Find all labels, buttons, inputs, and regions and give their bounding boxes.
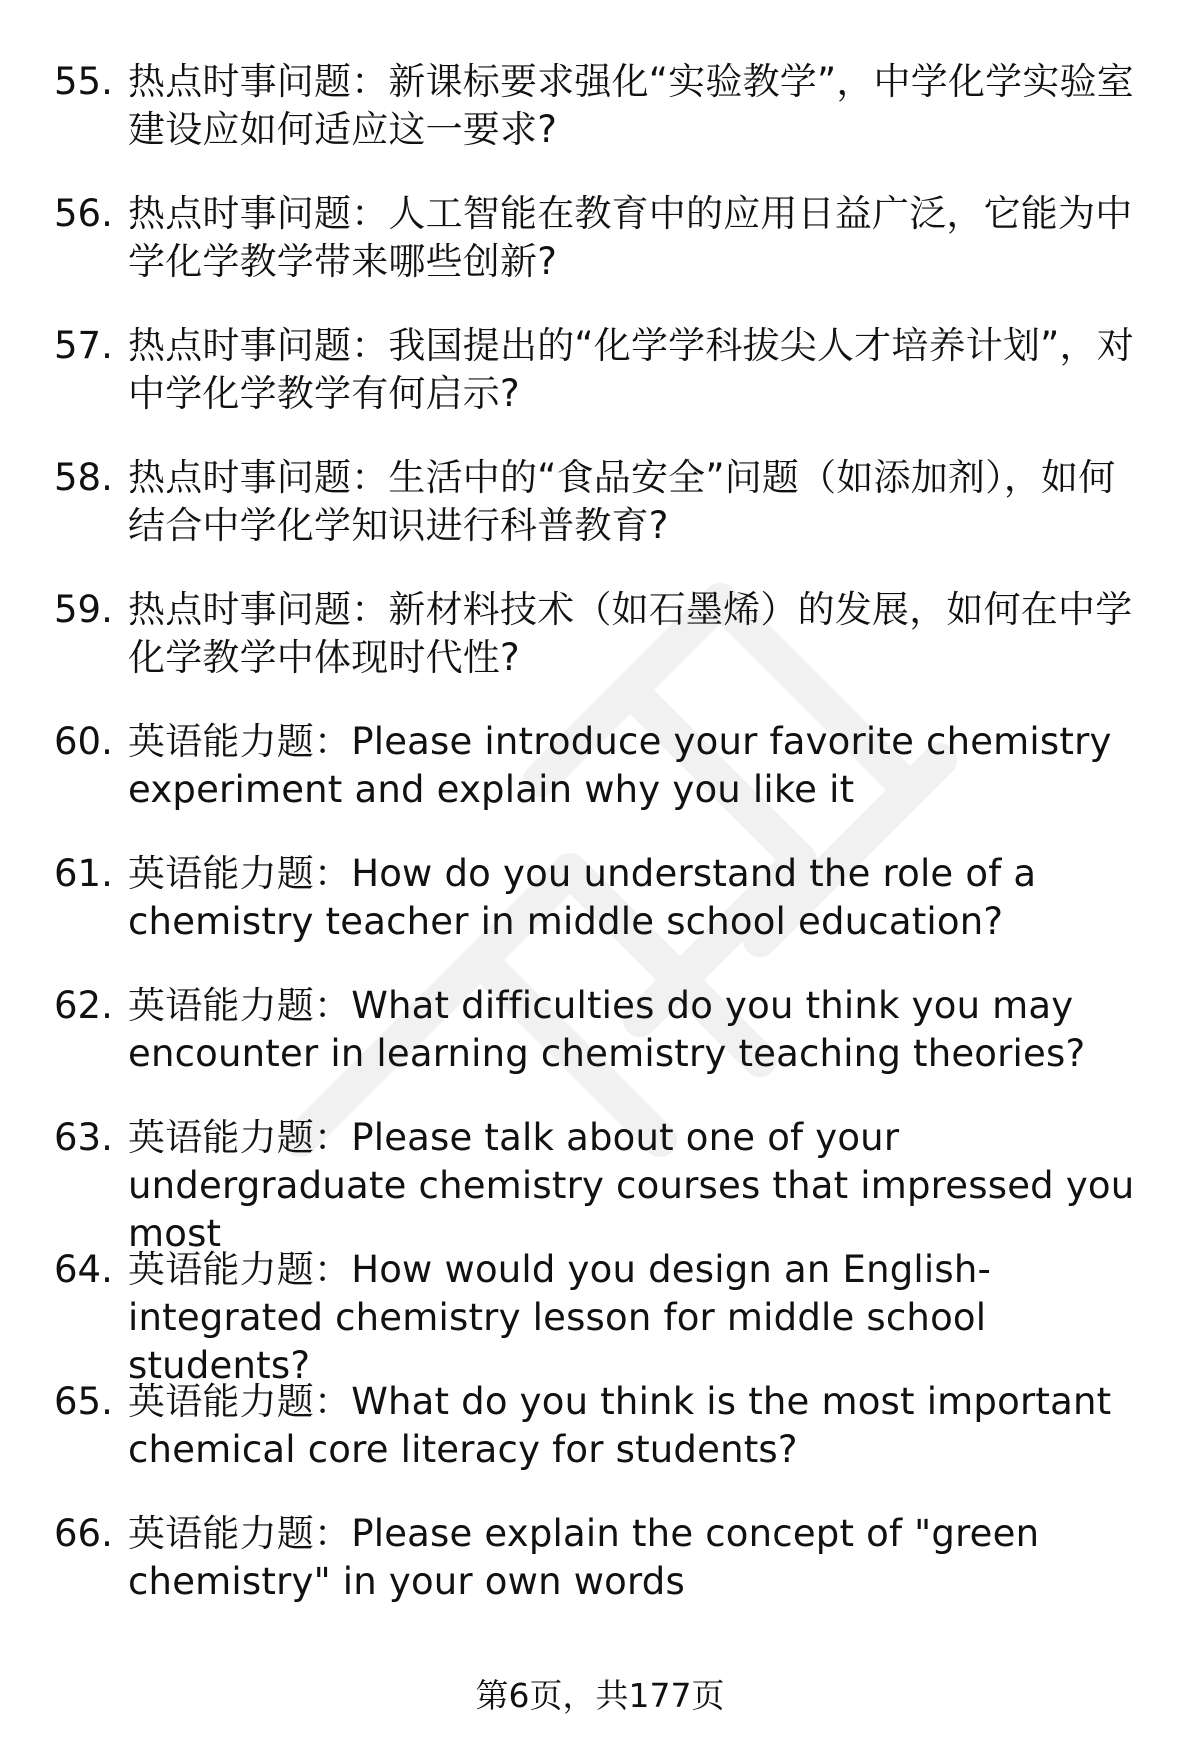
question-item-55 [0,58,1200,190]
question-text: 英语能力题：What difficulties do you think you may encounter in learning chemistry teaching theories? [128,984,1086,1075]
question-number: 56. [54,192,113,235]
question-item-64 [0,1246,1200,1387]
question-text: 热点时事问题：我国提出的“化学学科拔尖人才培养计划”，对中学化学教学有何启示? [128,324,1134,415]
question-text: 热点时事问题：新材料技术（如石墨烯）的发展，如何在中学化学教学中体现时代性? [128,588,1133,679]
question-text: 英语能力题：How would you design an English-integrated chemistry lesson for middle school students? [128,1248,992,1387]
question-item-56 [0,190,1200,322]
page-footer: 第6页，共177页 [475,1676,725,1715]
question-item-61 [0,850,1200,982]
question-item-63 [0,1114,1200,1255]
question-item-62 [0,982,1200,1114]
question-number: 58. [54,456,113,499]
question-number: 61. [54,852,113,895]
question-number: 59. [54,588,113,631]
question-text: 英语能力题：Please talk about one of your undergraduate chemistry courses that impressed you most [128,1116,1135,1255]
question-item-66 [0,1510,1200,1642]
question-item-65 [0,1378,1200,1510]
question-text: 英语能力题：Please introduce your favorite chemistry experiment and explain why you like it [128,720,1112,811]
question-item-58 [0,454,1200,586]
question-text: 英语能力题：How do you understand the role of a chemistry teacher in middle school education? [128,852,1037,943]
question-number: 60. [54,720,113,763]
question-text: 英语能力题：What do you think is the most important chemical core literacy for students? [128,1380,1112,1471]
question-text: 热点时事问题：人工智能在教育中的应用日益广泛，它能为中学化学教学带来哪些创新? [128,192,1133,283]
question-item-57 [0,322,1200,454]
question-text: 热点时事问题：新课标要求强化“实验教学”，中学化学实验室建设应如何适应这一要求? [128,60,1134,151]
question-number: 66. [54,1512,113,1555]
question-number: 63. [54,1116,113,1159]
question-list [0,58,1200,1642]
question-number: 62. [54,984,113,1027]
question-text: 英语能力题：Please explain the concept of "green chemistry" in your own words [128,1512,1040,1603]
question-item-60 [0,718,1200,850]
question-number: 55. [54,60,113,103]
question-text: 热点时事问题：生活中的“食品安全”问题（如添加剂），如何结合中学化学知识进行科普教育? [128,456,1116,547]
question-number: 65. [54,1380,113,1423]
question-number: 64. [54,1248,113,1291]
question-item-59 [0,586,1200,718]
question-number: 57. [54,324,113,367]
